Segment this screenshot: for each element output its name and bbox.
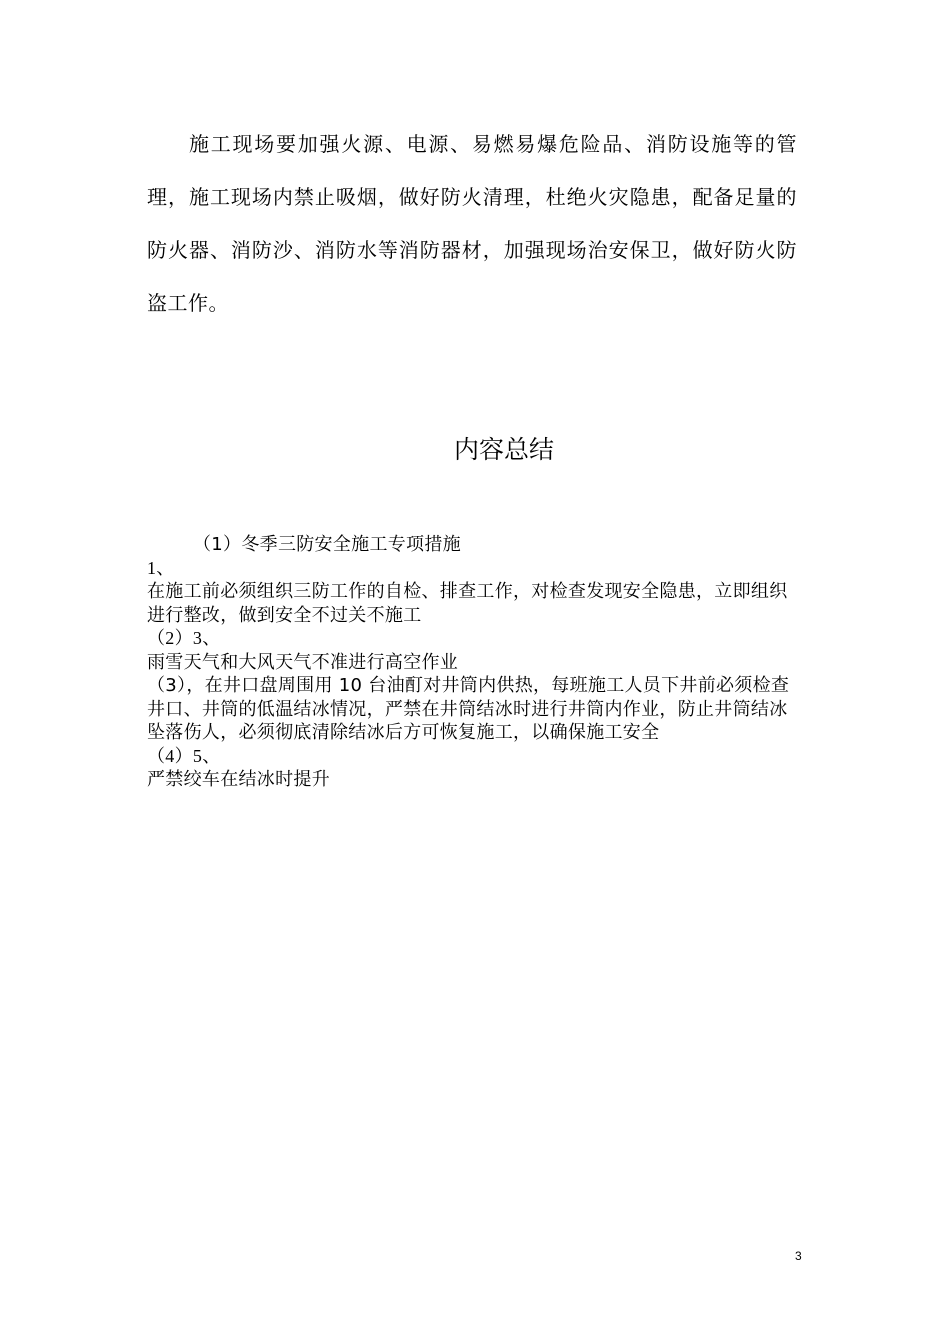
summary-line: 在施工前必须组织三防工作的自检、排查工作，对检查发现安全隐患，立即组织进行整改，做到安全不过关不施工 bbox=[147, 581, 788, 626]
page-number: 3 bbox=[795, 1249, 802, 1263]
summary-line: （4）5、 bbox=[147, 745, 221, 766]
summary-line: （2）3、 bbox=[147, 628, 221, 648]
summary-body bbox=[147, 533, 797, 792]
summary-line: （3），在井口盘周围用 10 台油酊对井筒内供热，每班施工人员下井前必须检查井口、井筒的低温结冰情况，严禁在井筒结冰时进行井筒内作业，防止井筒结冰坠落伤人，必须彻底清除结冰后方可恢复施工，以确保施工安全 bbox=[147, 675, 790, 743]
summary-line: 1、 bbox=[147, 557, 175, 578]
summary-title: 内容总结 bbox=[453, 435, 554, 464]
summary-line: （1）冬季三防安全施工专项措施 bbox=[193, 534, 461, 555]
intro-paragraph: 施工现场要加强火源、电源、易燃易爆危险品、消防设施等的管理，施工现场内禁止吸烟，做好防火清理，杜绝火灾隐患，配备足量的防火器、消防沙、消防水等消防器材，加强现场治安保卫，做好防火防盗工作。 bbox=[147, 132, 797, 315]
summary-line: 严禁绞车在结冰时提升 bbox=[147, 769, 330, 790]
summary-line: 雨雪天气和大风天气不准进行高空作业 bbox=[147, 651, 459, 673]
